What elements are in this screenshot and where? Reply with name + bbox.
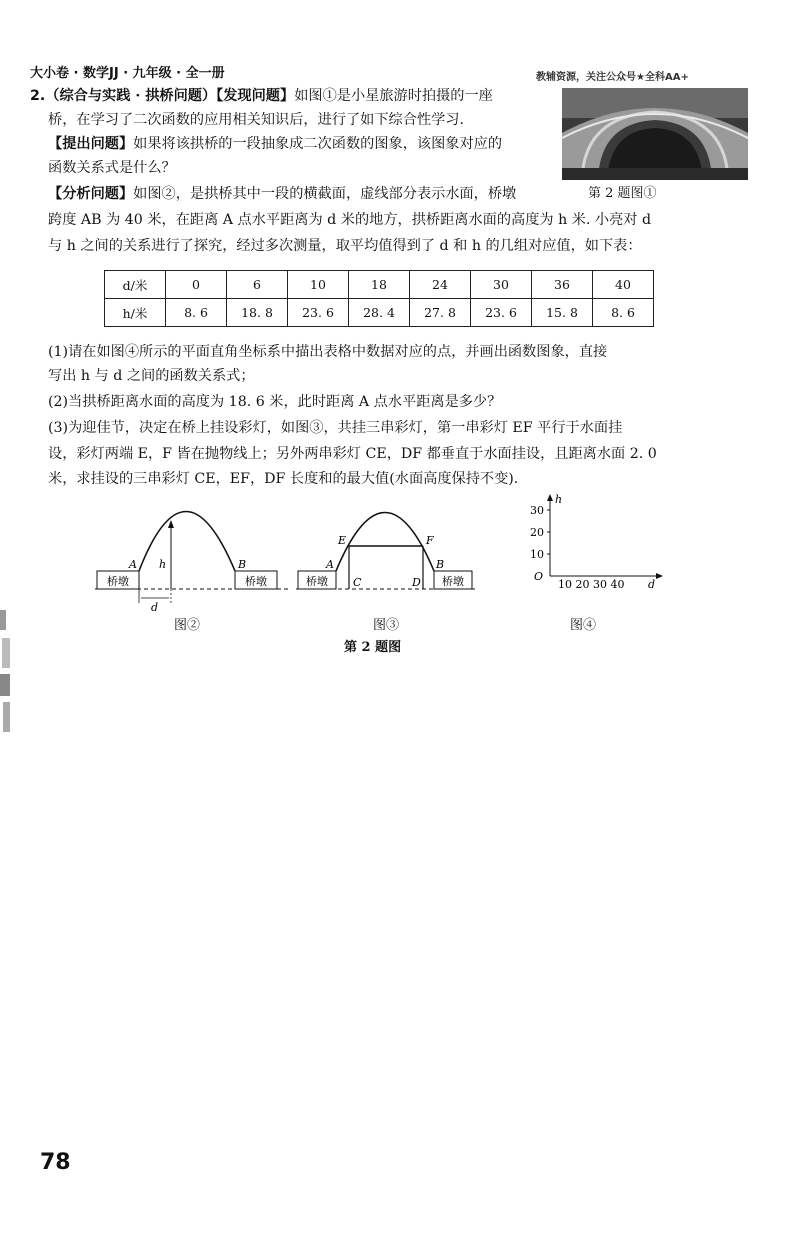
y-tick-10: 10: [530, 548, 544, 561]
figure-4-label: 图④: [570, 618, 597, 633]
data-table: [104, 270, 654, 327]
pier-label-left: 桥墩: [306, 575, 328, 588]
watermark-text: 教辅资源，关注公众号★全科AA+: [536, 72, 689, 83]
table-row: [105, 271, 654, 299]
question-number: 2.: [30, 88, 46, 104]
table-cell: 40: [593, 271, 654, 299]
table-cell: 23. 6: [471, 299, 532, 327]
point-c-label: C: [353, 576, 362, 589]
arrow-head: [168, 520, 174, 528]
origin-label: O: [534, 570, 544, 583]
point-b-label: B: [238, 558, 247, 571]
table-cell: 18. 8: [227, 299, 288, 327]
part-3-line-1: (3)为迎佳节，决定在桥上挂设彩灯，如图③，共挂三串彩灯，第一串彩灯 EF 平行于水面挂: [48, 420, 623, 436]
question-line-3: 【提出问题】如果将该拱桥的一段抽象成二次函数的图象，该图象对应的: [48, 136, 503, 152]
pier-label-right: 桥墩: [442, 575, 464, 588]
table-cell: 23. 6: [288, 299, 349, 327]
d-axis-label: d: [648, 578, 656, 591]
y-tick-20: 20: [530, 526, 544, 539]
scan-edge-mark: [0, 610, 12, 740]
table-cell: 15. 8: [532, 299, 593, 327]
table-cell: 28. 4: [349, 299, 410, 327]
table-cell: 8. 6: [166, 299, 227, 327]
photo-caption: 第 2 题图①: [588, 186, 657, 201]
point-d-label: D: [412, 576, 421, 589]
h-axis-label: h: [555, 493, 563, 506]
question-line-1: 2.（综合与实践 · 拱桥问题）【发现问题】如图①是小星旅游时拍摄的一座: [30, 88, 493, 104]
table-cell: 0: [166, 271, 227, 299]
pier-label-left: 桥墩: [107, 575, 129, 588]
part-3-line-3: 米，求挂设的三串彩灯 CE，EF，DF 长度和的最大值(水面高度保持不变).: [48, 471, 519, 487]
question-line-5: 【分析问题】如图②，是拱桥其中一段的横截面，虚线部分表示水面，桥墩: [48, 186, 517, 202]
x-tick-labels: 10 20 30 40: [558, 578, 625, 591]
part-1-line-1: (1)请在如图④所示的平面直角坐标系中描出表格中数据对应的点，并画出函数图象，直接: [48, 344, 608, 360]
table-cell: 36: [532, 271, 593, 299]
h-axis-arrow: [547, 494, 553, 501]
part-1-line-2: 写出 h 与 d 之间的函数关系式；: [48, 368, 255, 384]
table-cell: 30: [471, 271, 532, 299]
d-axis-arrow: [656, 573, 663, 579]
page-number: 78: [40, 1150, 71, 1175]
book-title: 大小卷 · 数学JJ · 九年级 · 全一册: [30, 66, 225, 81]
figure-2-label: 图②: [174, 618, 201, 633]
h-label: h: [159, 558, 167, 571]
arch-curve: [336, 513, 434, 572]
y-tick-30: 30: [530, 504, 544, 517]
arch-curve: [139, 512, 235, 572]
part-3-line-2: 设，彩灯两端 E，F 皆在抛物线上；另外两串彩灯 CE，DF 都垂直于水面挂设，且距离水面 2. 0: [48, 446, 657, 462]
table-cell: 24: [410, 271, 471, 299]
table-cell: 8. 6: [593, 299, 654, 327]
point-f-label: F: [426, 534, 434, 547]
figure-2-diagram: [95, 508, 290, 618]
table-cell: 27. 8: [410, 299, 471, 327]
point-a-label: A: [129, 558, 137, 571]
point-b-label: B: [436, 558, 445, 571]
question-line-7: 与 h 之间的关系进行了探究，经过多次测量，取平均值得到了 d 和 h 的几组对应值，如下表：: [48, 238, 642, 254]
table-cell: 6: [227, 271, 288, 299]
part-2: (2)当拱桥距离水面的高度为 18. 6 米，此时距离 A 点水平距离是多少？: [48, 394, 502, 410]
bridge-photo: [562, 88, 748, 180]
question-line-4: 函数关系式是什么？: [48, 160, 176, 176]
point-e-label: E: [338, 534, 347, 547]
question-line-2: 桥，在学习了二次函数的应用相关知识后，进行了如下综合性学习.: [48, 112, 464, 128]
figure-4-axes: [520, 490, 670, 600]
table-header-d: d/米: [105, 271, 166, 299]
table-cell: 18: [349, 271, 410, 299]
table-row: [105, 299, 654, 327]
point-a-label: A: [326, 558, 334, 571]
table-header-h: h/米: [105, 299, 166, 327]
pier-label-right: 桥墩: [245, 575, 267, 588]
figure-3-label: 图③: [373, 618, 400, 633]
figure-caption: 第 2 题图: [344, 640, 402, 655]
d-label: d: [151, 601, 159, 614]
table-cell: 10: [288, 271, 349, 299]
question-line-6: 跨度 AB 为 40 米，在距离 A 点水平距离为 d 米的地方，拱桥距离水面的高度为 h 米. 小亮对 d: [48, 212, 652, 228]
figure-3-diagram: [296, 508, 476, 598]
